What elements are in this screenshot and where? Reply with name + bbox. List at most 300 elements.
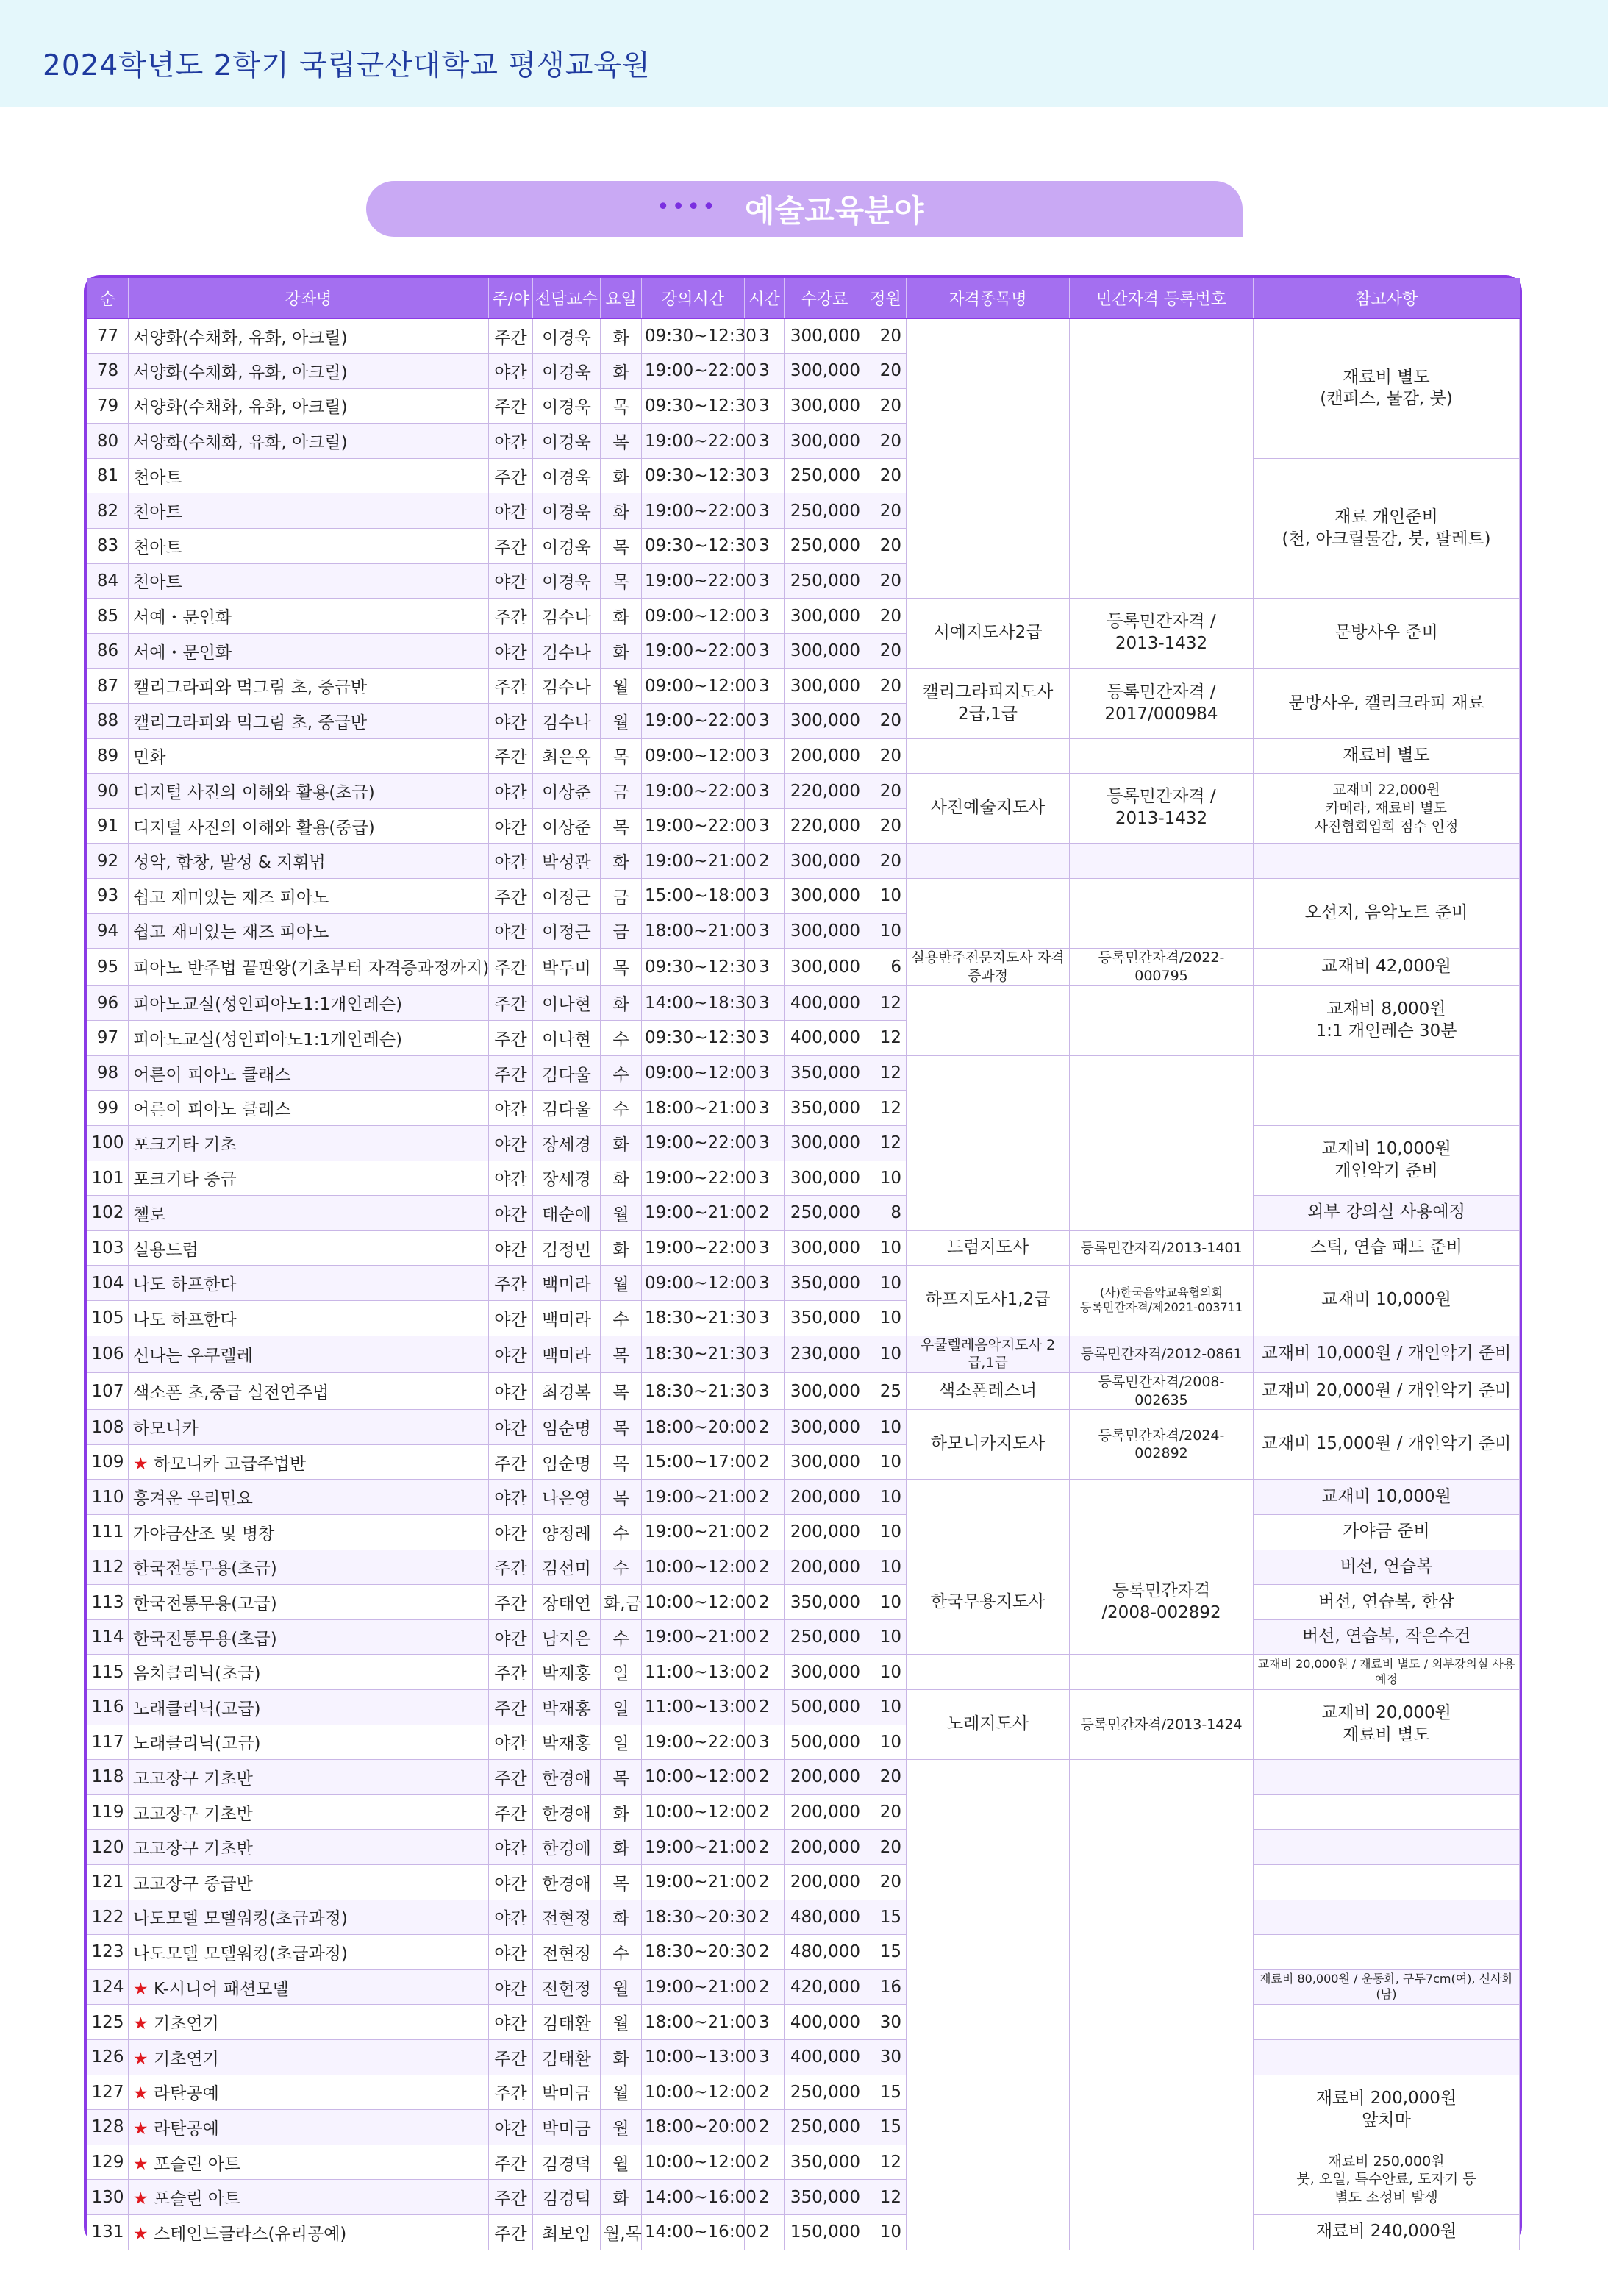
weekday: 목	[612, 433, 629, 453]
course-name: 천아트	[133, 503, 182, 523]
fee-cell	[785, 2214, 865, 2250]
registration-number: 등록민간자격/2024-002892	[1098, 1427, 1225, 1462]
weekday-cell	[601, 1125, 642, 1161]
hours: 2	[759, 2187, 770, 2207]
fee-cell	[785, 1690, 865, 1725]
course-name: 포슬린 아트	[153, 2154, 241, 2174]
course-number-cell	[87, 599, 129, 634]
fee-cell	[785, 1372, 865, 1409]
weekday: 월,목	[604, 2224, 642, 2244]
note-cell	[1254, 1372, 1520, 1409]
fee: 250,000	[790, 466, 860, 486]
registration-number-cell	[1070, 738, 1254, 774]
capacity: 8	[890, 1203, 901, 1223]
fee: 300,000	[790, 711, 860, 731]
star-icon: ★	[133, 2119, 154, 2139]
weekday: 월	[612, 2154, 629, 2174]
course-number-cell	[87, 1410, 129, 1445]
day-night-cell	[489, 1444, 533, 1480]
fee-cell	[785, 738, 865, 774]
lecture-time-cell	[642, 1619, 757, 1655]
fee: 300,000	[790, 1417, 860, 1437]
capacity-cell	[865, 1585, 907, 1620]
day-night-cell	[489, 1125, 533, 1161]
weekday: 목	[612, 1489, 629, 1509]
qualification-cell	[907, 1372, 1070, 1409]
lecture-time-cell	[642, 354, 757, 389]
note-cell	[1254, 2039, 1520, 2075]
course-number-cell	[87, 1300, 129, 1336]
lecture-time-cell	[642, 1969, 757, 2005]
lecture-time: 18:00~20:00	[645, 1417, 757, 1437]
professor: 전현정	[542, 1944, 591, 1964]
professor: 이경욱	[542, 433, 591, 453]
capacity-cell	[865, 669, 907, 704]
weekday-cell	[601, 913, 642, 949]
course-name: 나도 하프한다	[133, 1275, 237, 1295]
day-night-cell	[489, 599, 533, 634]
course-name-cell	[129, 2075, 489, 2110]
fee: 200,000	[790, 1872, 860, 1892]
professor: 김수나	[542, 713, 591, 732]
weekday: 화	[612, 503, 629, 523]
table-header-row	[87, 278, 1520, 318]
day-night-cell	[489, 1161, 533, 1196]
hours: 3	[759, 2047, 770, 2067]
weekday: 목	[612, 1383, 629, 1403]
professor: 김다울	[542, 1100, 591, 1120]
qualification: 사진예술지도사	[930, 798, 1046, 818]
note-cell	[1254, 1585, 1520, 1620]
fee-cell	[785, 2075, 865, 2110]
fee-cell	[785, 913, 865, 949]
table-row	[87, 2005, 1520, 2040]
fee-cell	[785, 424, 865, 459]
day-night: 야간	[494, 818, 527, 838]
lecture-time: 09:00~12:00	[645, 1063, 757, 1083]
capacity: 20	[879, 711, 901, 731]
course-number: 127	[91, 2082, 124, 2102]
lecture-time: 19:00~22:00	[645, 571, 757, 591]
weekday: 목	[612, 818, 629, 838]
fee-cell	[785, 1619, 865, 1655]
lecture-time: 19:00~21:00	[645, 1627, 757, 1647]
weekday-cell	[601, 738, 642, 774]
capacity-cell	[865, 493, 907, 529]
lecture-time-cell	[642, 808, 757, 844]
capacity-cell	[865, 1055, 907, 1091]
lecture-time-cell	[642, 1935, 757, 1970]
lecture-time: 15:00~17:00	[645, 1452, 757, 1472]
course-number-cell	[87, 1125, 129, 1161]
weekday: 수	[612, 1310, 629, 1330]
professor: 이정근	[542, 888, 591, 908]
fee: 400,000	[790, 1028, 860, 1048]
lecture-time-cell	[642, 599, 757, 634]
course-number-cell	[87, 424, 129, 459]
banner-dots: ••••	[657, 194, 718, 220]
weekday-cell	[601, 1336, 642, 1372]
professor-cell	[533, 2180, 601, 2215]
professor: 김경덕	[542, 2189, 591, 2209]
note-cell	[1254, 599, 1520, 669]
lecture-time: 19:00~22:00	[645, 711, 757, 731]
page-title: 2024학년도 2학기 국립군산대학교 평생교육원	[43, 49, 651, 82]
course-number: 95	[96, 957, 119, 977]
day-night-cell	[489, 424, 533, 459]
course-name-cell	[129, 1900, 489, 1935]
course-name: 첼로	[133, 1205, 166, 1224]
note: 교재비 20,000원 / 재료비 별도 / 외부강의실 사용예정	[1257, 1656, 1515, 1686]
day-night: 야간	[494, 1310, 527, 1330]
qualification-cell	[907, 985, 1070, 1055]
day-night-cell	[489, 669, 533, 704]
qualification: 하프지도사1,2급	[925, 1290, 1051, 1310]
table-row	[87, 599, 1520, 634]
capacity-cell	[865, 1161, 907, 1196]
table-row	[87, 1230, 1520, 1266]
lecture-time: 19:00~21:00	[645, 1872, 757, 1892]
qualification: 하모니카지도사	[930, 1434, 1046, 1454]
fee-cell	[785, 704, 865, 739]
day-night-cell	[489, 808, 533, 844]
weekday-cell	[601, 1230, 642, 1266]
lecture-time: 14:00~18:30	[645, 993, 757, 1013]
capacity: 15	[879, 2117, 901, 2137]
table-row	[87, 879, 1520, 914]
course-number: 113	[91, 1592, 124, 1612]
hours: 2	[759, 1837, 770, 1857]
lecture-time-cell	[642, 2145, 757, 2180]
professor: 김경덕	[542, 2154, 591, 2174]
registration-number: 등록민간자격 / 2013-1432	[1107, 612, 1216, 654]
professor: 장세경	[542, 1135, 591, 1155]
fee-cell	[785, 985, 865, 1021]
lecture-time: 09:00~12:00	[645, 1273, 757, 1293]
note: 교재비 20,000원 재료비 별도	[1321, 1703, 1451, 1745]
lecture-time: 10:00~12:00	[645, 1557, 757, 1577]
fee-cell	[785, 599, 865, 634]
day-night: 야간	[494, 573, 527, 593]
fee-cell	[785, 563, 865, 599]
course-name-cell	[129, 1161, 489, 1196]
day-night-cell	[489, 1900, 533, 1935]
course-name: 피아노 반주법 끝판왕(기초부터 자격증과정까지)	[133, 959, 490, 979]
professor: 이경욱	[542, 573, 591, 593]
professor-cell	[533, 1266, 601, 1301]
qualification: 드럼지도사	[946, 1238, 1029, 1258]
fee: 300,000	[790, 1662, 860, 1682]
fee-cell	[785, 2145, 865, 2180]
day-night: 야간	[494, 1240, 527, 1260]
capacity-cell	[865, 879, 907, 914]
lecture-time: 10:00~12:00	[645, 2153, 757, 2172]
weekday: 월	[612, 1205, 629, 1224]
day-night: 야간	[494, 1839, 527, 1859]
lecture-time: 11:00~13:00	[645, 1697, 757, 1717]
table-row	[87, 844, 1520, 879]
lecture-time: 18:30~20:30	[645, 1942, 757, 1962]
professor-cell	[533, 633, 601, 669]
professor-cell	[533, 1372, 601, 1409]
course-name: 어른이 피아노 클래스	[133, 1065, 291, 1085]
course-number-cell	[87, 1444, 129, 1480]
fee-cell	[785, 1480, 865, 1515]
lecture-time-cell	[642, 1410, 757, 1445]
course-name: 기초연기	[153, 2014, 219, 2034]
weekday-cell	[601, 1091, 642, 1126]
professor: 박재홍	[542, 1699, 591, 1719]
professor-cell	[533, 669, 601, 704]
course-name-cell	[129, 704, 489, 739]
day-night-cell	[489, 1969, 533, 2005]
lecture-time-cell	[642, 1336, 757, 1372]
weekday: 목	[612, 959, 629, 979]
lecture-time-cell	[642, 1055, 757, 1091]
capacity: 10	[879, 1662, 901, 1682]
weekday-cell	[601, 2110, 642, 2145]
note-cell	[1254, 1864, 1520, 1900]
course-number: 128	[91, 2117, 124, 2137]
fee-cell	[785, 669, 865, 704]
course-name-cell	[129, 1091, 489, 1126]
course-name-cell	[129, 599, 489, 634]
fee: 400,000	[790, 2012, 860, 2032]
professor: 최은옥	[542, 748, 591, 768]
capacity: 12	[879, 1028, 901, 1048]
capacity: 15	[879, 1942, 901, 1962]
capacity-cell	[865, 1550, 907, 1585]
hours: 3	[759, 1098, 770, 1118]
course-name: 민화	[133, 748, 166, 768]
star-icon: ★	[133, 2154, 154, 2174]
day-night: 야간	[494, 1909, 527, 1929]
capacity: 20	[879, 1872, 901, 1892]
course-number-cell	[87, 1969, 129, 2005]
professor-cell	[533, 1091, 601, 1126]
course-name-cell	[129, 879, 489, 914]
day-night-cell	[489, 529, 533, 564]
hours: 3	[759, 571, 770, 591]
fee-cell	[785, 1550, 865, 1585]
lecture-time: 19:00~21:00	[645, 1522, 757, 1542]
day-night-cell	[489, 1410, 533, 1445]
lecture-time: 14:00~16:00	[645, 2222, 757, 2242]
weekday-cell	[601, 1300, 642, 1336]
professor: 이상준	[542, 818, 591, 838]
professor: 박미금	[542, 2084, 591, 2104]
qualification-cell	[907, 844, 1070, 879]
note-cell	[1254, 2075, 1520, 2145]
hours: 2	[759, 2153, 770, 2172]
course-name: 고고장구 기초반	[133, 1839, 253, 1859]
hours: 3	[759, 396, 770, 416]
table-row	[87, 949, 1520, 985]
lecture-time: 19:00~22:00	[645, 501, 757, 521]
course-name-cell	[129, 738, 489, 774]
professor-cell	[533, 844, 601, 879]
table-row	[87, 1655, 1520, 1690]
weekday-cell	[601, 1444, 642, 1480]
fee: 250,000	[790, 1203, 860, 1223]
lecture-time: 09:30~12:30	[645, 327, 757, 346]
day-night: 주간	[494, 538, 527, 557]
fee: 220,000	[790, 781, 860, 801]
qualification: 실용반주전문지도사 자격증과정	[911, 949, 1065, 984]
hours: 3	[759, 1308, 770, 1328]
capacity-cell	[865, 1480, 907, 1515]
capacity: 20	[879, 571, 901, 591]
weekday: 일	[612, 1664, 629, 1684]
capacity: 10	[879, 921, 901, 941]
fee: 250,000	[790, 501, 860, 521]
course-name: 서예・문인화	[133, 643, 232, 663]
capacity-cell	[865, 1969, 907, 2005]
note: 재료비 200,000원 앞치마	[1315, 2088, 1457, 2130]
day-night: 주간	[494, 888, 527, 908]
professor: 이경욱	[542, 503, 591, 523]
fee: 300,000	[790, 886, 860, 906]
course-number: 105	[91, 1308, 124, 1328]
course-name-cell	[129, 318, 489, 354]
professor: 백미라	[542, 1310, 591, 1330]
capacity-cell	[865, 458, 907, 493]
day-night: 주간	[494, 328, 527, 348]
course-name-cell	[129, 1655, 489, 1690]
lecture-time: 09:00~12:00	[645, 746, 757, 766]
professor: 박두비	[542, 959, 591, 979]
capacity: 10	[879, 1627, 901, 1647]
header-col-notes: 참고사항	[1254, 278, 1520, 318]
professor: 박미금	[542, 2119, 591, 2139]
weekday-cell	[601, 354, 642, 389]
lecture-time-cell	[642, 1655, 757, 1690]
day-night-cell	[489, 2039, 533, 2075]
course-number: 85	[96, 606, 119, 626]
fee: 300,000	[790, 396, 860, 416]
weekday-cell	[601, 1055, 642, 1091]
capacity: 20	[879, 501, 901, 521]
course-name: 피아노교실(성인피아노1:1개인레슨)	[133, 995, 403, 1015]
day-night-cell	[489, 1230, 533, 1266]
capacity: 10	[879, 1344, 901, 1364]
course-number: 84	[96, 571, 119, 591]
day-night-cell	[489, 2075, 533, 2110]
lecture-time-cell	[642, 1480, 757, 1515]
registration-number: 등록민간자격/2012-0861	[1080, 1345, 1243, 1362]
course-number-cell	[87, 1196, 129, 1231]
professor-cell	[533, 1125, 601, 1161]
hours: 3	[759, 921, 770, 941]
course-name-cell	[129, 1619, 489, 1655]
lecture-time: 19:00~22:00	[645, 1168, 757, 1188]
header-col-weekday: 요일	[601, 278, 642, 318]
registration-number-cell	[1070, 1480, 1254, 1550]
weekday: 금	[612, 783, 629, 803]
professor-cell	[533, 2075, 601, 2110]
registration-number: 등록민간자격/2022-000795	[1098, 949, 1225, 984]
registration-number-cell	[1070, 949, 1254, 985]
professor-cell	[533, 318, 601, 354]
note-cell	[1254, 1830, 1520, 1865]
course-number: 91	[96, 816, 119, 836]
qualification: 한국무용지도사	[930, 1591, 1046, 1611]
course-number: 107	[91, 1381, 124, 1401]
weekday: 화	[612, 1135, 629, 1155]
day-night: 주간	[494, 678, 527, 698]
professor-cell	[533, 704, 601, 739]
course-number-cell	[87, 354, 129, 389]
course-name-cell	[129, 2145, 489, 2180]
day-night: 주간	[494, 995, 527, 1015]
table-row	[87, 1372, 1520, 1409]
table-row	[87, 318, 1520, 354]
capacity-cell	[865, 738, 907, 774]
table-row	[87, 1794, 1520, 1830]
fee-cell	[785, 949, 865, 985]
course-name: 고고장구 중급반	[133, 1874, 253, 1894]
fee-cell	[785, 1300, 865, 1336]
day-night-cell	[489, 354, 533, 389]
course-number-cell	[87, 913, 129, 949]
weekday: 화	[612, 1909, 629, 1929]
fee-cell	[785, 1794, 865, 1830]
course-number: 83	[96, 536, 119, 556]
course-number: 102	[91, 1203, 124, 1223]
day-night: 야간	[494, 1874, 527, 1894]
professor-cell	[533, 1864, 601, 1900]
weekday-cell	[601, 774, 642, 809]
course-name: 노래클리닉(고급)	[133, 1699, 261, 1719]
fee-cell	[785, 388, 865, 424]
professor-cell	[533, 1336, 601, 1372]
day-night-cell	[489, 388, 533, 424]
note-cell	[1254, 1619, 1520, 1655]
weekday: 수	[612, 1629, 629, 1649]
course-name: 서양화(수채화, 유화, 아크릴)	[133, 363, 348, 382]
professor-cell	[533, 458, 601, 493]
capacity: 12	[879, 1063, 901, 1083]
capacity-cell	[865, 1444, 907, 1480]
lecture-time: 14:00~16:00	[645, 2187, 757, 2207]
qualification: 노래지도사	[946, 1714, 1029, 1734]
course-name-cell	[129, 844, 489, 879]
fee: 150,000	[790, 2222, 860, 2242]
capacity-cell	[865, 599, 907, 634]
weekday-cell	[601, 563, 642, 599]
capacity-cell	[865, 1690, 907, 1725]
day-night-cell	[489, 1794, 533, 1830]
professor-cell	[533, 599, 601, 634]
weekday-cell	[601, 2145, 642, 2180]
lecture-time-cell	[642, 949, 757, 985]
professor: 이경욱	[542, 363, 591, 382]
star-icon: ★	[133, 1979, 154, 1999]
course-name-cell	[129, 1935, 489, 1970]
capacity-cell	[865, 1196, 907, 1231]
lecture-time-cell	[642, 1300, 757, 1336]
day-night: 주간	[494, 1699, 527, 1719]
note: 오선지, 음악노트 준비	[1304, 903, 1468, 923]
day-night-cell	[489, 633, 533, 669]
course-name-cell	[129, 913, 489, 949]
day-night: 야간	[494, 363, 527, 382]
header-col-registration-number: 민간자격 등록번호	[1070, 278, 1254, 318]
table-row	[87, 1336, 1520, 1372]
fee: 200,000	[790, 746, 860, 766]
day-night: 야간	[494, 1629, 527, 1649]
weekday-cell	[601, 949, 642, 985]
